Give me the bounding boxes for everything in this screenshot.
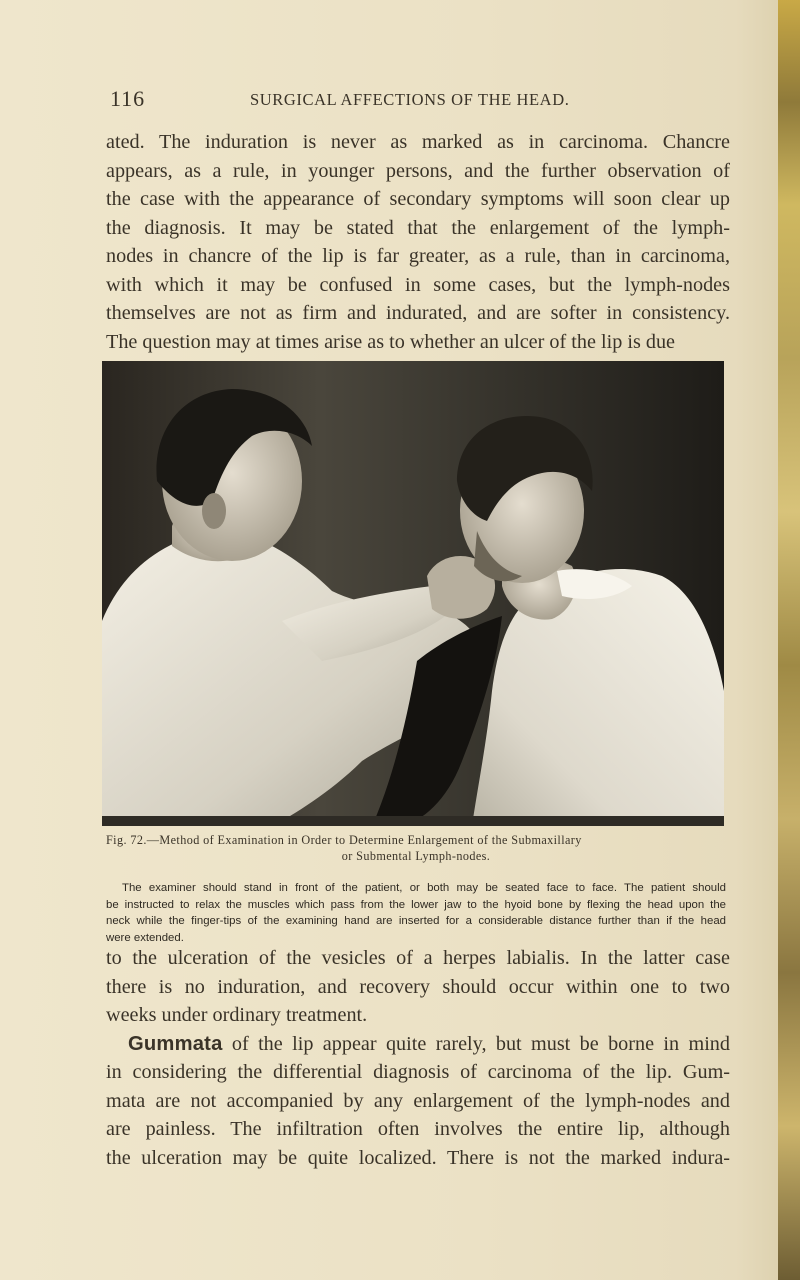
text-line: the ulceration may be quite localized. There is not the marked indura-	[106, 1146, 730, 1169]
text-line: The question may at times arise as to whether an ulcer of the lip is due	[106, 330, 676, 353]
caption-line: The examiner should stand in front of the patient, or both may be seated face to face. The patient should	[122, 882, 726, 894]
page-edge	[778, 0, 800, 1280]
examination-photo	[102, 361, 724, 826]
text-line: to the ulceration of the vesicles of a herpes labialis. In the latter case	[106, 947, 730, 969]
caption-title-line: Fig. 72.—Method of Examination in Order to Determine Enlargement of the Submaxillary	[106, 833, 582, 847]
text-line: themselves are not as firm and indurated, and are softer in consistency.	[106, 302, 730, 324]
text-line: in considering the differential diagnosis of carcinoma of the lip. Gum-	[106, 1061, 730, 1083]
page-header	[110, 86, 728, 116]
text-line: weeks under ordinary treatment.	[106, 1004, 368, 1026]
paragraph-top	[106, 128, 730, 356]
text-line: are painless. The infiltration often involves the entire lip, although	[106, 1118, 730, 1140]
figure-caption-title	[106, 832, 726, 864]
figure-caption-body	[106, 880, 726, 946]
text-line: the case with the appearance of secondary symptoms will soon clear up	[106, 188, 730, 210]
running-head: SURGICAL AFFECTIONS OF THE HEAD.	[250, 90, 570, 109]
text-line: nodes in chancre of the lip is far greater, as a rule, than in carcinoma,	[106, 245, 730, 267]
lead-word-gummata: Gummata	[128, 1032, 223, 1055]
paragraph-bottom	[106, 944, 730, 1172]
caption-line: be instructed to relax the muscles which pass from the lower jaw to the hyoid bone by flexing the head upon the	[106, 898, 726, 911]
text-line: the diagnosis. It may be stated that the enlargement of the lymph-	[106, 216, 730, 239]
text-line-rest: of the lip appear quite rarely, but must be borne in mind	[222, 1032, 730, 1055]
caption-line: neck while the finger-tips of the examining hand are inserted for a considerable distance further than if the head	[106, 915, 726, 927]
text-line-gummata	[106, 1030, 730, 1059]
text-line: with which it may be confused in some cases, but the lymph-nodes	[106, 273, 730, 296]
text-line: mata are not accompanied by any enlargement of the lymph-nodes and	[106, 1089, 730, 1112]
text-line: ated. The induration is never as marked as in carcinoma. Chancre	[106, 131, 730, 153]
figure-photograph	[102, 361, 724, 826]
page-number: 116	[110, 86, 146, 111]
text-line: appears, as a rule, in younger persons, and the further observation of	[106, 159, 730, 182]
text-line: there is no induration, and recovery should occur within one to two	[106, 975, 730, 998]
caption-title-line: or Submental Lymph-nodes.	[341, 849, 491, 863]
caption-line: were extended.	[106, 931, 184, 944]
